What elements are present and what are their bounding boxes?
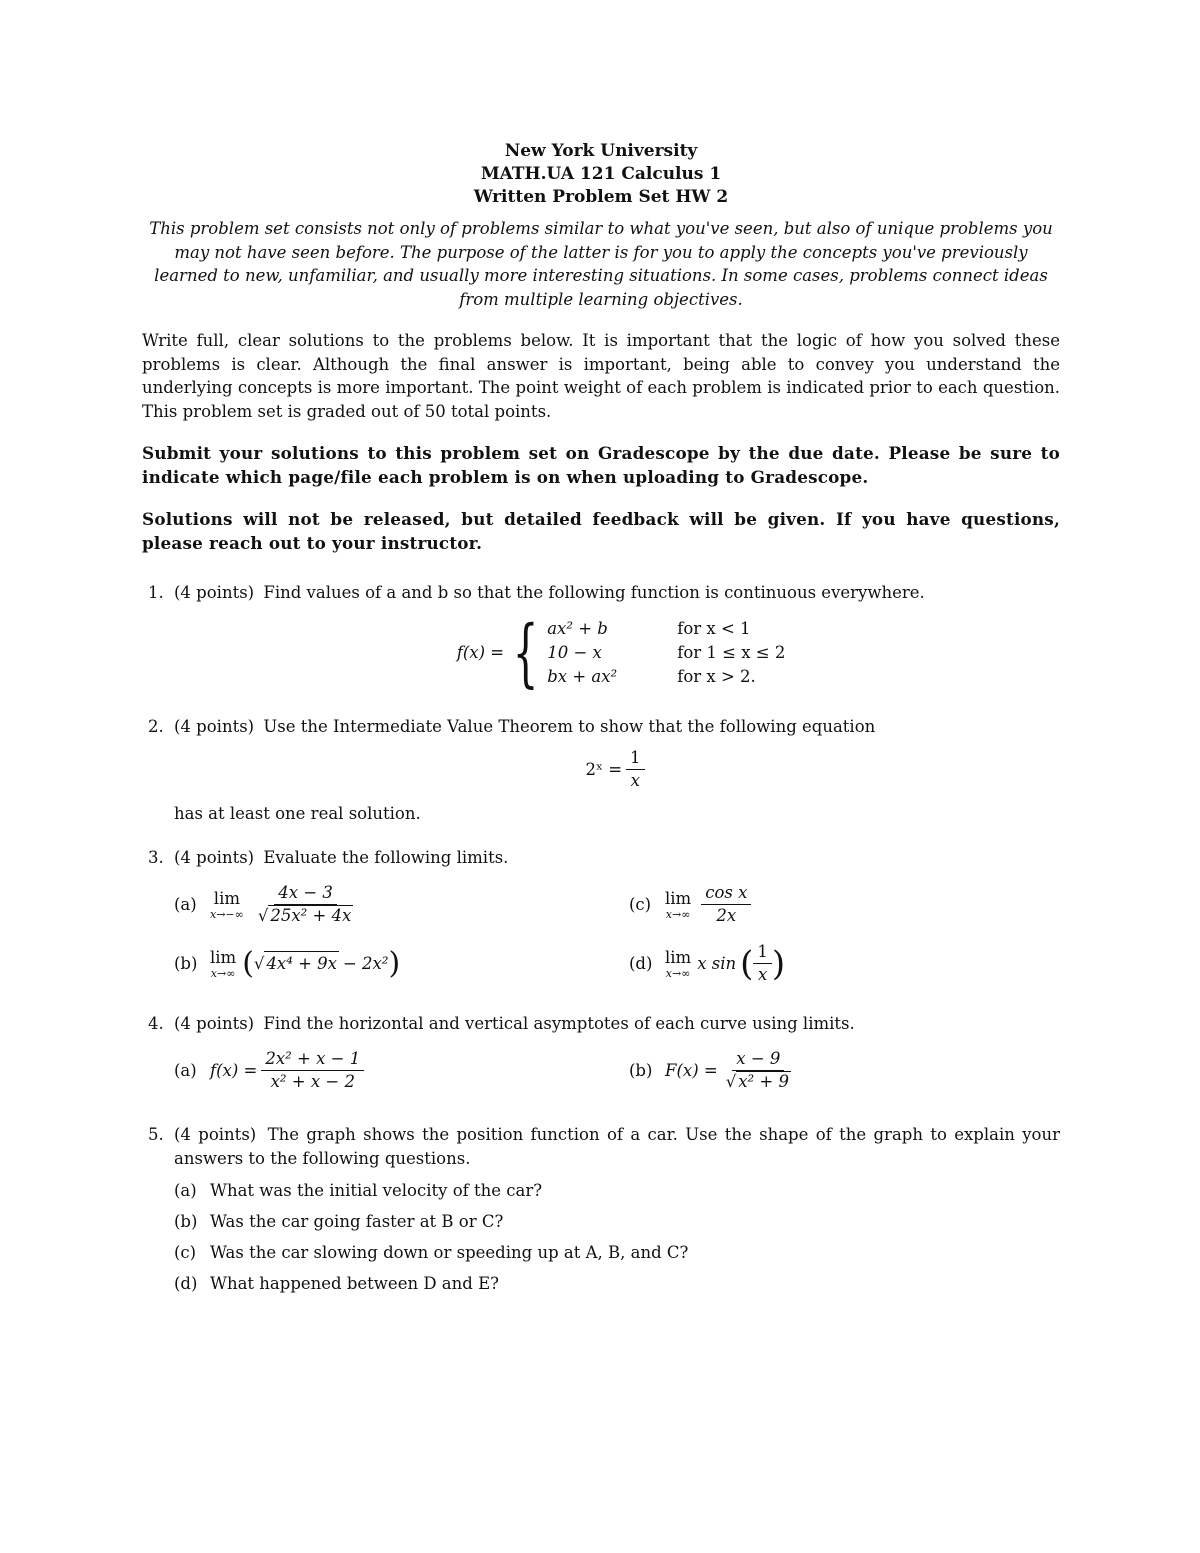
solutions-note: Solutions will not be released, but detailed feedback will be given. If you have questions, please reach out to your instructor. — [142, 509, 1060, 553]
problem-text: Evaluate the following limits. — [263, 848, 509, 867]
problem-points: (4 points) — [174, 1125, 257, 1144]
problem-text: Find the horizontal and vertical asymptotes of each curve using limits. — [263, 1014, 855, 1033]
limit-part — [629, 882, 1069, 927]
question-list — [174, 1179, 1060, 1296]
problem-number: 1. — [148, 583, 164, 602]
submit-note: Submit your solutions to this problem set on Gradescope by the due date. Please be sure to indicate which page/file each problem is on when uploading to Gradescope. — [142, 443, 1060, 487]
problem-number: 3. — [148, 848, 164, 867]
asymptote-part — [174, 1048, 629, 1093]
instructions-paragraph: Write full, clear solutions to the problems below. It is important that the logic of how you solved these problems is clear. Although the final answer is important, being able to convey you understand the underlying concepts is more important. The point weight of each problem is indicated prior to each question. This problem set is graded out of 50 total points. — [142, 331, 1060, 421]
fraction — [753, 941, 772, 986]
limit-operator — [665, 948, 691, 979]
problem-text: Find values of a and b so that the following function is continuous everywhere. — [263, 583, 925, 602]
problem-points: (4 points) — [174, 717, 255, 736]
denominator: x — [630, 771, 640, 790]
expr-prefix: x sin — [697, 953, 737, 973]
university-name: New York University — [504, 141, 698, 161]
limit-operator — [210, 948, 236, 979]
right-paren: ) — [388, 945, 401, 981]
question-text: Was the car slowing down or speeding up at A, B, and C? — [210, 1243, 689, 1262]
part-label: (b) — [174, 1212, 198, 1231]
denominator: x — [757, 965, 768, 984]
case-expr: ax² + b — [547, 619, 608, 638]
lim-word: lim — [213, 889, 240, 908]
case-expr: bx + ax² — [547, 667, 618, 686]
course-title: MATH.UA 121 Calculus 1 — [480, 164, 722, 184]
left-paren: ( — [242, 945, 254, 981]
limit-part — [629, 941, 1069, 986]
lim-word: lim — [665, 889, 692, 908]
list-item — [174, 1241, 1060, 1265]
fraction — [254, 882, 358, 927]
case-expr: 10 − x — [547, 643, 602, 662]
document-page — [142, 140, 1060, 1296]
sqrt-sign: √ — [253, 953, 265, 973]
question-text: Was the car going faster at B or C? — [210, 1212, 504, 1231]
asymptotes-grid — [174, 1048, 1060, 1093]
list-item — [174, 1179, 1060, 1203]
function-lhs: f(x) = — [210, 1060, 258, 1080]
lim-word: lim — [665, 948, 692, 967]
numerator: x − 9 — [732, 1048, 784, 1071]
assignment-title: Written Problem Set HW 2 — [473, 187, 729, 207]
radicand: 4x⁴ + 9x — [264, 951, 339, 976]
lim-word: lim — [210, 948, 237, 967]
part-label: (a) — [174, 1060, 197, 1080]
limit-operator — [210, 889, 244, 920]
question-text: What happened between D and E? — [210, 1274, 499, 1293]
fraction — [722, 1048, 795, 1093]
equation-lhs: 2ˣ = — [585, 759, 623, 779]
part-label: (c) — [629, 894, 652, 914]
problem-3 — [142, 846, 1060, 986]
part-label: (c) — [174, 1243, 197, 1262]
case-cond: for x > 2. — [677, 667, 756, 686]
part-label: (a) — [174, 1181, 197, 1200]
problem-points: (4 points) — [174, 583, 255, 602]
lim-subscript: x→∞ — [210, 967, 236, 980]
radicand: 25x² + 4x — [270, 906, 352, 925]
lim-subscript: x→∞ — [665, 967, 691, 980]
fraction — [261, 1048, 364, 1093]
question-text: What was the initial velocity of the car? — [210, 1181, 543, 1200]
limit-operator — [665, 889, 691, 920]
list-item — [174, 1272, 1060, 1296]
denominator: √ 25x² + 4x — [257, 906, 352, 925]
part-label: (b) — [629, 1060, 653, 1080]
problem-5 — [142, 1123, 1060, 1296]
problem-points: (4 points) — [174, 848, 255, 867]
piecewise-function — [194, 610, 1060, 696]
denominator: 2x — [716, 906, 737, 925]
right-paren: ) — [771, 943, 786, 984]
left-paren: ( — [740, 943, 754, 984]
denominator: √ x² + 9 — [725, 1072, 789, 1091]
ivt-equation — [174, 747, 1060, 792]
lim-subscript: x→∞ — [665, 908, 691, 921]
numerator: cos x — [701, 882, 751, 905]
function-lhs: F(x) = — [665, 1060, 718, 1080]
fraction — [701, 882, 751, 927]
document-header — [142, 140, 1060, 209]
problem-2 — [142, 715, 1060, 826]
part-label: (d) — [629, 953, 653, 973]
numerator: 1 — [626, 747, 645, 770]
part-label: (a) — [174, 894, 197, 914]
radicand: x² + 9 — [738, 1072, 789, 1091]
problem-text: Use the Intermediate Value Theorem to show that the following equation — [263, 717, 876, 736]
function-lhs: f(x) = — [456, 643, 505, 662]
part-label: (d) — [174, 1274, 198, 1293]
problem-followup: has at least one real solution. — [174, 804, 421, 823]
limit-part — [174, 945, 629, 981]
numerator: 4x − 3 — [274, 882, 337, 905]
denominator: x² + x − 2 — [270, 1072, 355, 1091]
problem-number: 5. — [148, 1125, 164, 1144]
case-cond: for x < 1 — [677, 619, 751, 638]
lim-subscript: x→−∞ — [210, 908, 244, 921]
problem-text: The graph shows the position function of a car. Use the shape of the graph to explain your answers to the following questions. — [174, 1125, 1060, 1168]
intro-paragraph: This problem set consists not only of problems similar to what you've seen, but also of unique problems you may not have seen before. The purpose of the latter is for you to apply the concepts you've previously learned to new, unfamiliar, and usually more interesting situations. In some cases, problems connect ideas from multiple learning objectives. — [149, 219, 1053, 309]
problem-4 — [142, 1012, 1060, 1093]
left-brace: { — [512, 610, 539, 696]
problem-points: (4 points) — [174, 1014, 255, 1033]
list-item — [174, 1210, 1060, 1234]
problem-1 — [142, 581, 1060, 696]
part-label: (b) — [174, 953, 198, 973]
asymptote-part — [629, 1048, 1069, 1093]
case-cond: for 1 ≤ x ≤ 2 — [677, 643, 786, 662]
limit-part — [174, 882, 629, 927]
cases-table — [547, 617, 797, 689]
fraction — [626, 747, 645, 792]
numerator: 2x² + x − 1 — [261, 1048, 364, 1071]
problem-number: 2. — [148, 717, 164, 736]
expr-tail: − 2x² — [342, 953, 389, 973]
problem-number: 4. — [148, 1014, 164, 1033]
numerator: 1 — [753, 941, 772, 964]
limits-grid — [174, 882, 1060, 986]
